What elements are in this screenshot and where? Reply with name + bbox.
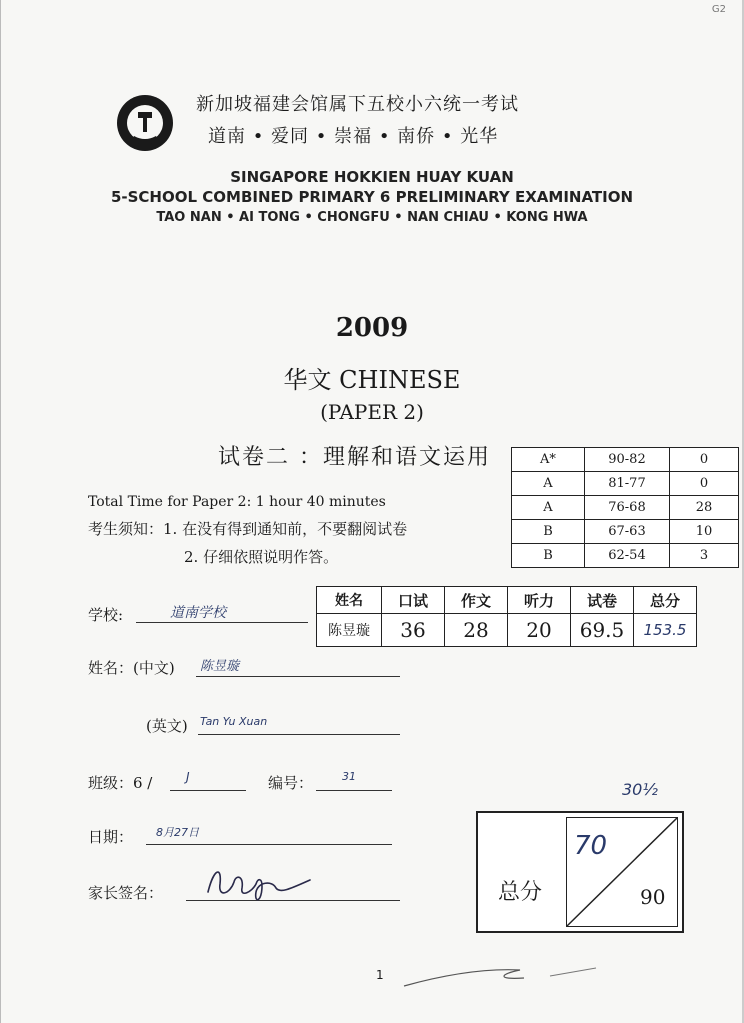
notice-line1: 考生须知：1. 在没有得到通知前，不要翻阅试卷 [88,520,408,538]
total-score-box [476,811,684,933]
listening-score: 20 [508,614,571,647]
class-field [170,772,246,791]
header-paper: 试卷 [571,587,634,614]
exam-paper: (PAPER 2) [320,400,424,424]
header-english-line1: SINGAPORE HOKKIEN HUAY KUAN [230,168,514,186]
grade-row [512,496,739,520]
grade-table [511,447,739,568]
grade-cell: A [512,496,585,520]
parent-signature-label: 家长签名： [88,884,164,902]
grade-row [512,448,739,472]
header-oral: 口试 [382,587,445,614]
name-cn-value: 陈昱璇 [200,659,240,674]
score-note: 30½ [622,780,658,799]
total-max: 90 [640,885,666,909]
name-cn-label: 姓名：(中文) [88,659,175,677]
school-value: 道南学校 [170,605,226,621]
score-header-row [317,587,697,614]
date-field [146,826,392,845]
number-label: 编号： [268,774,314,792]
pen-stroke-icon [400,960,620,990]
header-name: 姓名 [317,587,382,614]
exam-subject: 华文 CHINESE [283,366,461,394]
score-value-row [317,614,697,647]
grade-cell: B [512,520,585,544]
school-field [136,604,308,623]
notice-line2: 2. 仔细依照说明作答。 [184,548,339,566]
header-listening: 听力 [508,587,571,614]
paper-title: 试卷二 ：理解和语文运用 [218,445,491,470]
header-english-line2: 5-SCHOOL COMBINED PRIMARY 6 PRELIMINARY EXAMINATION [110,188,634,206]
range-cell: 67-63 [585,520,670,544]
count-cell: 0 [670,472,739,496]
name-cn-field [196,657,400,677]
class-label: 班级：6 / [88,774,153,792]
range-cell: 76-68 [585,496,670,520]
count-cell: 28 [670,496,739,520]
corner-mark: G2 [711,4,726,15]
grade-cell: B [512,544,585,568]
paper-score: 69.5 [571,614,634,647]
number-value: 31 [342,770,356,783]
total-obtained: 70 [574,831,608,861]
name-en-label: (英文) [146,717,188,735]
grade-row [512,544,739,568]
header-total: 总分 [634,587,697,614]
name-en-value: Tan Yu Xuan [200,715,268,728]
score-table [316,586,697,647]
grade-cell: A* [512,448,585,472]
total-time: Total Time for Paper 2: 1 hour 40 minutes [88,494,386,510]
student-name-cell: 陈昱璇 [317,614,382,647]
grade-cell: A [512,472,585,496]
name-en-field [198,715,400,735]
header-composition: 作文 [445,587,508,614]
date-value: 8月27日 [156,826,199,839]
oral-score: 36 [382,614,445,647]
count-cell: 3 [670,544,739,568]
header-chinese-schools: 道南 • 爱同 • 崇福 • 南侨 • 光华 [208,126,499,147]
composition-score: 28 [445,614,508,647]
school-logo-icon [114,92,176,154]
range-cell: 90-82 [585,448,670,472]
count-cell: 10 [670,520,739,544]
total-score: 153.5 [634,614,697,647]
school-label: 学校: [88,606,124,624]
grade-row [512,472,739,496]
header-chinese-title: 新加坡福建会馆属下五校小六统一考试 [196,94,519,115]
grade-row [512,520,739,544]
number-field [316,772,392,791]
range-cell: 81-77 [585,472,670,496]
parent-signature-icon [200,858,324,906]
page-number: 1 [376,968,384,982]
total-label: 总分 [498,880,543,905]
date-label: 日期： [88,828,134,846]
range-cell: 62-54 [585,544,670,568]
count-cell: 0 [670,448,739,472]
header-english-schools: TAO NAN • AI TONG • CHONGFU • NAN CHIAU • KONG HWA [156,210,588,225]
exam-year: 2009 [335,313,409,343]
class-value: J [186,770,190,784]
